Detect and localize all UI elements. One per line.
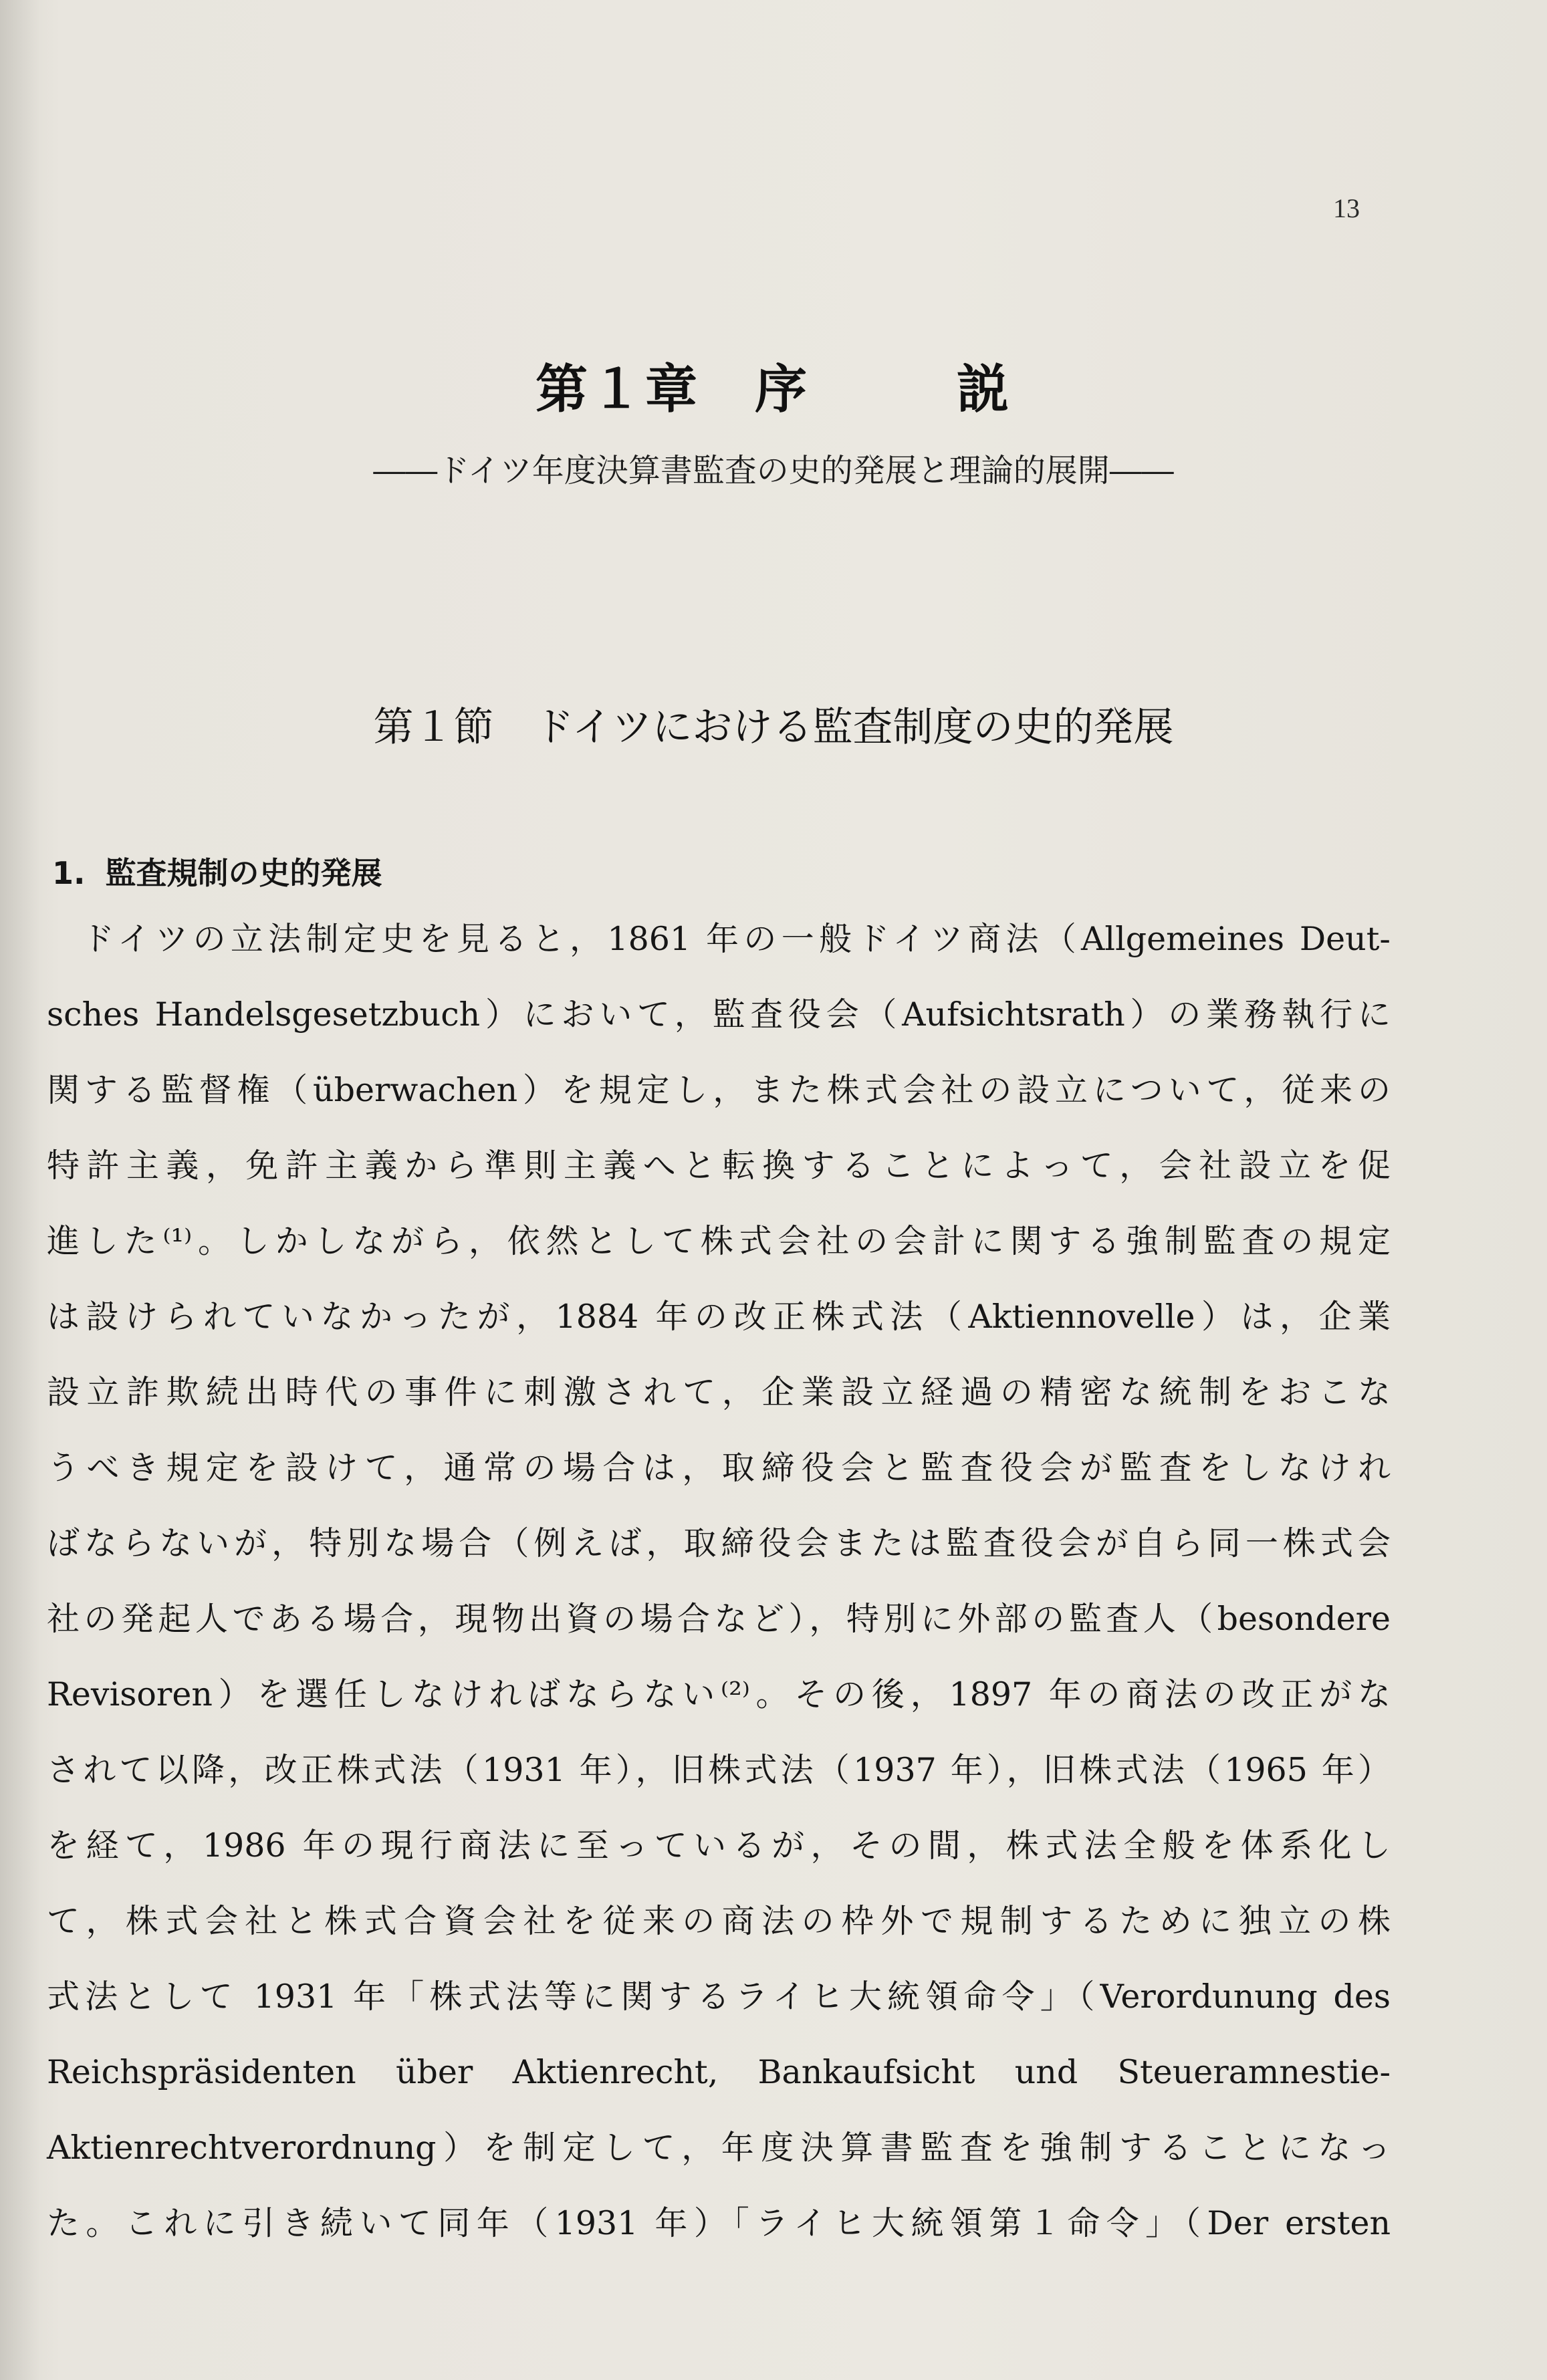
section-label: 第１節 [373,704,494,751]
body-line: Reichspräsidenten über Aktienrecht, Bankaufsicht und Steueramnestie- [47,2053,1391,2091]
body-line: 関する監督権（überwachen）を規定し，また株式会社の設立について，従来の [47,1071,1391,1109]
body-line: Aktienrechtverordnung）を制定して，年度決算書監査を強制することになっ [47,2129,1391,2167]
body-line: は設けられていなかったが，1884 年の改正株式法（Aktiennovelle）は，企業 [47,1298,1391,1336]
chapter-title-main: 第１章 序 [535,359,810,420]
body-line: sches Handelsgesetzbuch）において，監査役会（Aufsichtsrath）の業務執行に [47,995,1391,1034]
body-line: Revisoren）を選任しなければならない⁽²⁾。その後，1897 年の商法の改正がな [47,1675,1391,1713]
body-line: 社の発起人である場合，現物出資の場合など），特別に外部の監査人（besondere [47,1600,1391,1638]
chapter-title-end: 説 [957,359,1012,420]
body-line: 特許主義，免許主義から準則主義へと転換することによって，会社設立を促 [47,1147,1391,1185]
body-line: 進した⁽¹⁾。しかしながら，依然として株式会社の会計に関する強制監査の規定 [47,1222,1391,1260]
body-line: ばならないが，特別な場合（例えば，取締役会または監査役会が自ら同一株式会 [47,1524,1391,1562]
body-line: ドイツの立法制定史を見ると，1861 年の一般ドイツ商法（Allgemeines Deut- [82,920,1391,958]
body-line: 式法として 1931 年「株式法等に関するライヒ大統領命令」（Verordunung des [47,1978,1391,2016]
body-line: て，株式会社と株式合資会社を従来の商法の枠外で規制するために独立の株 [47,1902,1391,1940]
subsection-title: 監査規制の史的発展 [105,855,382,891]
body-line: うべき規定を設けて，通常の場合は，取締役会と監査役会が監査をしなけれ [47,1449,1391,1487]
chapter-subtitle: ――ドイツ年度決算書監査の史的発展と理論的展開―― [373,452,1174,489]
subsection-number: 1. [52,855,86,891]
body-line: されて以降，改正株式法（1931 年），旧株式法（1937 年），旧株式法（1965 年） [47,1751,1391,1789]
section-title: ドイツにおける監査制度の史的発展 [533,704,1174,751]
section-heading [0,695,1547,753]
body-line: 設立詐欺続出時代の事件に刺激されて，企業設立経過の精密な統制をおこな [47,1373,1391,1411]
body-line: を経て，1986 年の現行商法に至っているが，その間，株式法全般を体系化し [47,1826,1391,1865]
page-number: 13 [1333,193,1360,223]
body-line: た。これに引き続いて同年（1931 年）「ライヒ大統領第１命令」（Der ersten [47,2204,1391,2242]
subsection-heading [52,849,382,893]
chapter-title [0,348,1547,423]
